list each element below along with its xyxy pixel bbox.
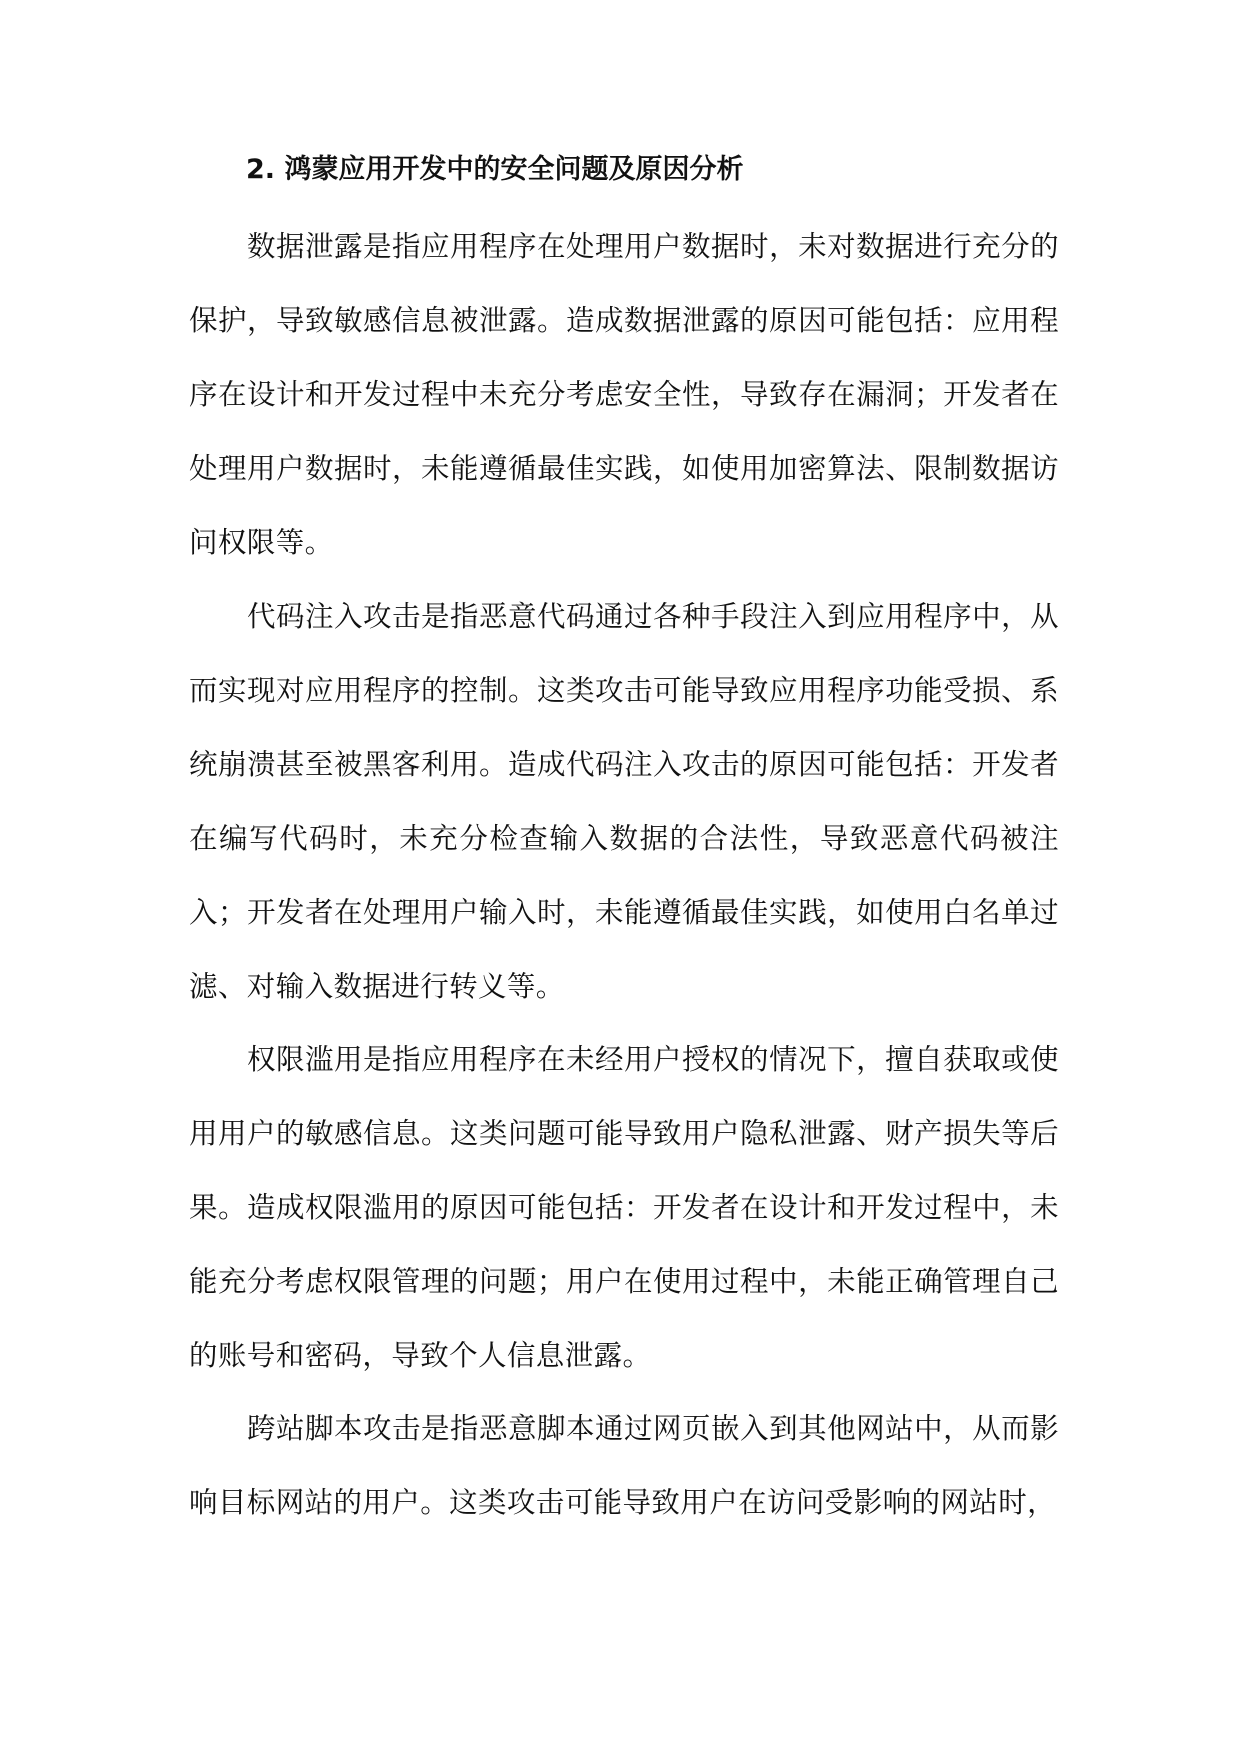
- paragraph-permission-abuse: 权限滥用是指应用程序在未经用户授权的情况下，擅自获取或使用用户的敏感信息。这类问题可能导致用户隐私泄露、财产损失等后果。造成权限滥用的原因可能包括：开发者在设计和开发过程中，未能充分考虑权限管理的问题；用户在使用过程中，未能正确管理自己的账号和密码，导致个人信息泄露。: [189, 1043, 1059, 1372]
- paragraph-code-injection: 代码注入攻击是指恶意代码通过各种手段注入到应用程序中，从而实现对应用程序的控制。这类攻击可能导致应用程序功能受损、系统崩溃甚至被黑客利用。造成代码注入攻击的原因可能包括：开发者在编写代码时，未充分检查输入数据的合法性，导致恶意代码被注入；开发者在处理用户输入时，未能遵循最佳实践，如使用白名单过滤、对输入数据进行转义等。: [189, 600, 1059, 1003]
- paragraph-data-leakage: 数据泄露是指应用程序在处理用户数据时，未对数据进行充分的保护，导致敏感信息被泄露。造成数据泄露的原因可能包括：应用程序在设计和开发过程中未充分考虑安全性，导致存在漏洞；开发者在处理用户数据时，未能遵循最佳实践，如使用加密算法、限制数据访问权限等。: [189, 230, 1059, 559]
- section-heading: 2. 鸿蒙应用开发中的安全问题及原因分析: [246, 154, 744, 185]
- paragraph-xss: 跨站脚本攻击是指恶意脚本通过网页嵌入到其他网站中，从而影响目标网站的用户。这类攻击可能导致用户在访问受影响的网站时，: [189, 1412, 1059, 1519]
